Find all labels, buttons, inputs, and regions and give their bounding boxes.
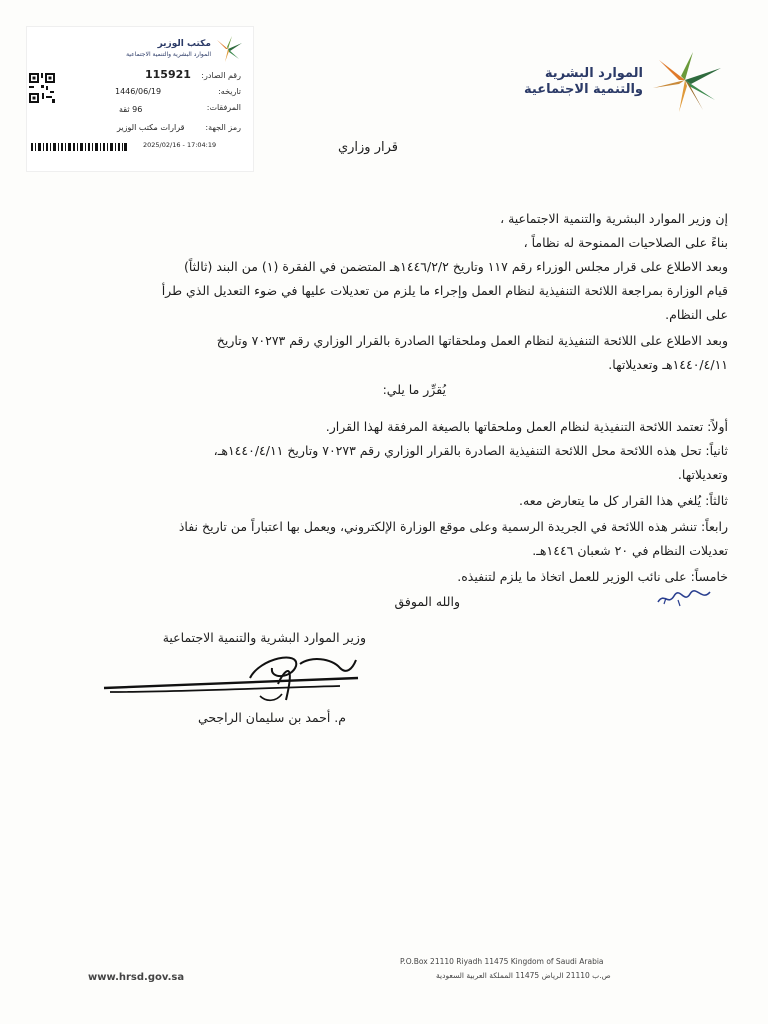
date-label: تاريخه: [218, 87, 241, 96]
minister-name: م. أحمد بن سليمان الراجحي [197, 710, 346, 725]
ministry-name-line2: والتنمية الاجتماعية [524, 82, 643, 97]
entity-label: رمز الجهة: [205, 123, 241, 132]
article-line: خامساً: على نائب الوزير للعمل اتخاذ ما يلزم لتنفيذه. [457, 569, 728, 584]
preamble-line: وبعد الاطلاع على اللائحة التنفيذية لنظام العمل وملحقاتها الصادرة بالقرار الوزاري رقم ٧٠٢٧٣ وتاريخ [216, 333, 728, 348]
ministry-name-line1: الموارد البشرية [544, 66, 643, 81]
decree-title: قرار وزاري [337, 140, 398, 155]
article-line: رابعاً: تنشر هذه اللائحة في الجريدة الرسمية وعلى موقع الوزارة الإلكتروني، ويعمل بها اعتباراً من تاريخ نفاذ [178, 519, 728, 534]
pobox-english: P.O.Box 21110 Riyadh 11475 Kingdom of Saudi Arabia [400, 957, 604, 966]
barcode-icon [31, 143, 127, 151]
entity-value: قرارات مكتب الوزير [117, 123, 185, 132]
signature-icon [100, 648, 362, 706]
office-ministry: الموارد البشرية والتنمية الاجتماعية [126, 51, 211, 58]
article-line: تعديلات النظام في ٢٠ شعبان ١٤٤٦هـ. [532, 543, 728, 558]
attachments-value: 96 ثقة [119, 105, 143, 114]
preamble-line: ١٤٤٠/٤/١١هـ وتعديلاتها. [608, 357, 728, 372]
initials-icon [654, 584, 714, 610]
attachments-label: المرفقات: [206, 103, 241, 112]
issue-number-label: رقم الصادر: [201, 71, 241, 80]
preamble-line: قيام الوزارة بمراجعة اللائحة التنفيذية لنظام العمل وإجراء ما يلزم من تعديلات عليها في ضوء التعديل الذي طرأ [161, 283, 728, 298]
preamble-line: على النظام. [665, 307, 728, 322]
preamble-line: وبعد الاطلاع على قرار مجلس الوزراء رقم ١١٧ وتاريخ ١٤٤٦/٢/٢هـ المتضمن في الفقرة (١) من البند (ثالثاً) [183, 259, 728, 274]
article-line: ثالثاً: يُلغي هذا القرار كل ما يتعارض معه. [519, 493, 728, 508]
pobox-arabic: ص.ب 21110 الرياض 11475 المملكة العربية السعودية [436, 971, 611, 980]
registry-stamp [26, 26, 254, 172]
office-emblem-icon [213, 35, 243, 63]
ministry-logo [515, 50, 725, 114]
article-line: ثانياً: تحل هذه اللائحة محل اللائحة التنفيذية الصادرة بالقرار الوزاري رقم ٧٠٢٧٣ وتاريخ ١٤٤٠/٤/١١هـ، [213, 443, 728, 458]
closing-phrase: والله الموفق [394, 594, 460, 609]
article-line: أولاً: تعتمد اللائحة التنفيذية لنظام العمل وملحقاتها بالصيغة المرفقة لهذا القرار. [325, 419, 728, 434]
qr-code-icon [27, 71, 57, 105]
article-line: وتعديلاتها. [677, 467, 728, 482]
issue-number: 115921 [145, 68, 191, 81]
ministry-emblem-icon [645, 50, 725, 114]
stamp-timestamp: 2025/02/16 - 17:04:19 [143, 141, 217, 149]
minister-title: وزير الموارد البشرية والتنمية الاجتماعية [162, 630, 366, 645]
resolution-heading: يُقرِّر ما يلي: [382, 382, 446, 397]
date-value: 1446/06/19 [115, 87, 162, 96]
website-link[interactable]: www.hrsd.gov.sa [88, 972, 185, 983]
office-name: مكتب الوزير [157, 39, 211, 49]
preamble-line: إن وزير الموارد البشرية والتنمية الاجتماعية ، [500, 211, 728, 226]
preamble-line: بناءً على الصلاحيات الممنوحة له نظاماً ، [523, 235, 728, 250]
